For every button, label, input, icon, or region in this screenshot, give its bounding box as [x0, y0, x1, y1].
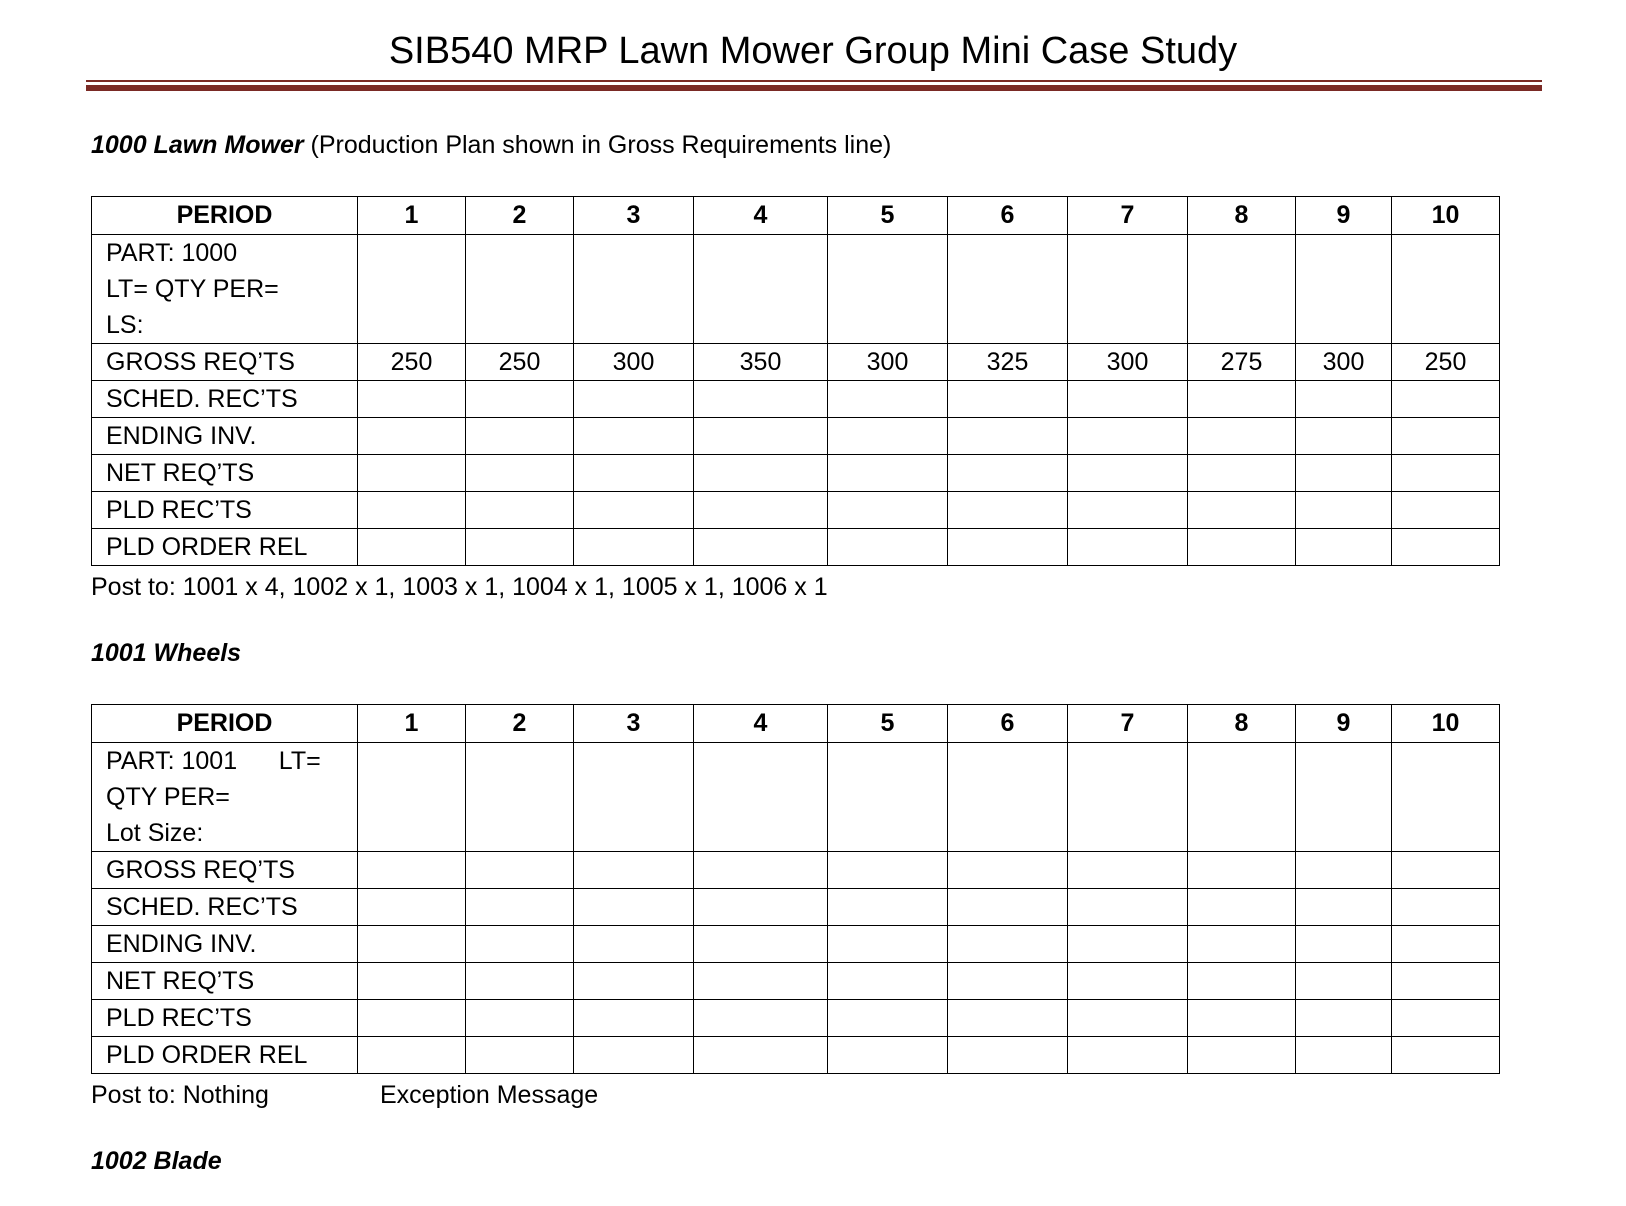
- ending-inv-row: [92, 926, 1500, 963]
- part-cell[interactable]: [948, 235, 1068, 344]
- cell[interactable]: [948, 492, 1068, 529]
- cell[interactable]: [1188, 889, 1296, 926]
- part-cell[interactable]: [694, 743, 828, 852]
- cell[interactable]: [948, 1037, 1068, 1074]
- cell[interactable]: [1188, 455, 1296, 492]
- cell[interactable]: [694, 418, 828, 455]
- period-4: 4: [694, 197, 828, 235]
- part-cell[interactable]: [1188, 743, 1296, 852]
- period-3: 3: [574, 197, 694, 235]
- cell[interactable]: [828, 926, 948, 963]
- gross-reqs-row: [92, 852, 1500, 889]
- row-label: ENDING INV.: [92, 926, 358, 963]
- cell[interactable]: [1296, 963, 1392, 1000]
- part-info-cell: [92, 235, 358, 344]
- part-cell[interactable]: [1188, 235, 1296, 344]
- cell[interactable]: [574, 1037, 694, 1074]
- cell[interactable]: [1296, 926, 1392, 963]
- cell[interactable]: [828, 418, 948, 455]
- cell[interactable]: [1392, 381, 1500, 418]
- cell[interactable]: [1392, 418, 1500, 455]
- period-9: 9: [1296, 705, 1392, 743]
- part-cell[interactable]: [1392, 743, 1500, 852]
- cell[interactable]: [1068, 418, 1188, 455]
- cell[interactable]: [828, 492, 948, 529]
- period-9: 9: [1296, 197, 1392, 235]
- cell[interactable]: [574, 963, 694, 1000]
- part-number-line: PART: 1000: [106, 239, 238, 267]
- cell[interactable]: [948, 455, 1068, 492]
- cell[interactable]: [466, 455, 574, 492]
- lot-size-line: Lot Size:: [106, 819, 204, 847]
- period-2: 2: [466, 705, 574, 743]
- part-cell[interactable]: [574, 743, 694, 852]
- period-10: 10: [1392, 197, 1500, 235]
- cell[interactable]: [1068, 1037, 1188, 1074]
- cell[interactable]: [1068, 455, 1188, 492]
- period-7: 7: [1068, 705, 1188, 743]
- cell[interactable]: [358, 381, 466, 418]
- row-label: PLD ORDER REL: [92, 529, 358, 566]
- cell[interactable]: [694, 1000, 828, 1037]
- net-reqs-row: [92, 963, 1500, 1000]
- mrp-table-1001: [91, 704, 1500, 1074]
- period-5: 5: [828, 705, 948, 743]
- pld-recs-row: [92, 492, 1500, 529]
- part-cell[interactable]: [948, 743, 1068, 852]
- cell[interactable]: [694, 1037, 828, 1074]
- period-header: PERIOD: [92, 705, 358, 743]
- cell[interactable]: [828, 381, 948, 418]
- post-to-1000: Post to: 1001 x 4, 1002 x 1, 1003 x 1, 1004 x 1, 1005 x 1, 1006 x 1: [91, 573, 828, 601]
- gross-req-cell[interactable]: 250: [1392, 344, 1500, 381]
- cell[interactable]: [828, 852, 948, 889]
- cell[interactable]: [466, 529, 574, 566]
- part-cell[interactable]: [1296, 235, 1392, 344]
- document-title: SIB540 MRP Lawn Mower Group Mini Case Study: [388, 30, 1238, 72]
- cell[interactable]: [358, 852, 466, 889]
- cell[interactable]: [1068, 1000, 1188, 1037]
- period-header-row: [92, 197, 1500, 235]
- cell[interactable]: [948, 381, 1068, 418]
- cell[interactable]: [1392, 529, 1500, 566]
- row-label: PLD ORDER REL: [92, 1037, 358, 1074]
- cell[interactable]: [1296, 852, 1392, 889]
- period-6: 6: [948, 197, 1068, 235]
- cell[interactable]: [1392, 852, 1500, 889]
- period-7: 7: [1068, 197, 1188, 235]
- row-label: NET REQ’TS: [92, 455, 358, 492]
- cell[interactable]: [466, 889, 574, 926]
- part-cell[interactable]: [466, 235, 574, 344]
- sched-recs-row: [92, 889, 1500, 926]
- cell[interactable]: [694, 529, 828, 566]
- cell[interactable]: [574, 926, 694, 963]
- cell[interactable]: [1392, 926, 1500, 963]
- cell[interactable]: [1296, 1037, 1392, 1074]
- cell[interactable]: [948, 529, 1068, 566]
- cell[interactable]: [358, 889, 466, 926]
- gross-reqs-row: [92, 344, 1500, 381]
- pld-order-rel-row: [92, 529, 1500, 566]
- part-cell[interactable]: [1296, 743, 1392, 852]
- period-8: 8: [1188, 197, 1296, 235]
- cell[interactable]: [694, 492, 828, 529]
- part-cell[interactable]: [828, 235, 948, 344]
- cell[interactable]: [358, 1000, 466, 1037]
- pld-order-rel-row: [92, 1037, 1500, 1074]
- cell[interactable]: [358, 455, 466, 492]
- row-label: NET REQ’TS: [92, 963, 358, 1000]
- cell[interactable]: [1188, 963, 1296, 1000]
- cell[interactable]: [948, 963, 1068, 1000]
- gross-req-cell[interactable]: 250: [358, 344, 466, 381]
- cell[interactable]: [1188, 529, 1296, 566]
- cell[interactable]: [948, 418, 1068, 455]
- post-to-1001: Post to: Nothing: [91, 1081, 269, 1109]
- cell[interactable]: [1296, 529, 1392, 566]
- cell[interactable]: [694, 963, 828, 1000]
- exception-message: Exception Message: [380, 1081, 599, 1109]
- part-info-row: [92, 743, 1500, 852]
- qty-per-line: QTY PER=: [106, 783, 230, 811]
- gross-req-cell[interactable]: 325: [948, 344, 1068, 381]
- cell[interactable]: [1188, 1037, 1296, 1074]
- cell[interactable]: [1392, 1037, 1500, 1074]
- cell[interactable]: [948, 852, 1068, 889]
- cell[interactable]: [1392, 1000, 1500, 1037]
- period-5: 5: [828, 197, 948, 235]
- row-label: SCHED. REC’TS: [92, 889, 358, 926]
- period-6: 6: [948, 705, 1068, 743]
- sched-recs-row: [92, 381, 1500, 418]
- gross-req-cell[interactable]: 300: [1296, 344, 1392, 381]
- title-rule-thick: [86, 85, 1542, 91]
- section-1000-subtitle: (Production Plan shown in Gross Requirements line): [310, 131, 892, 159]
- part-cell[interactable]: [574, 235, 694, 344]
- ending-inv-row: [92, 418, 1500, 455]
- cell[interactable]: [694, 889, 828, 926]
- cell[interactable]: [466, 1037, 574, 1074]
- part-info-cell: [92, 743, 358, 852]
- period-header-row: [92, 705, 1500, 743]
- cell[interactable]: [358, 963, 466, 1000]
- cell[interactable]: [1296, 455, 1392, 492]
- period-4: 4: [694, 705, 828, 743]
- cell[interactable]: [1188, 418, 1296, 455]
- cell[interactable]: [1296, 492, 1392, 529]
- cell[interactable]: [1296, 889, 1392, 926]
- cell[interactable]: [694, 381, 828, 418]
- period-1: 1: [358, 197, 466, 235]
- cell[interactable]: [828, 1037, 948, 1074]
- cell[interactable]: [1068, 381, 1188, 418]
- part-info-row: [92, 235, 1500, 344]
- part-cell[interactable]: [1068, 235, 1188, 344]
- cell[interactable]: [1392, 492, 1500, 529]
- cell[interactable]: [1188, 381, 1296, 418]
- cell[interactable]: [466, 1000, 574, 1037]
- cell[interactable]: [574, 492, 694, 529]
- row-label: PLD REC’TS: [92, 1000, 358, 1037]
- part-number-line: PART: 1001 LT=: [106, 747, 321, 775]
- cell[interactable]: [1296, 418, 1392, 455]
- cell[interactable]: [1068, 492, 1188, 529]
- cell[interactable]: [828, 455, 948, 492]
- cell[interactable]: [1296, 381, 1392, 418]
- cell[interactable]: [828, 1000, 948, 1037]
- cell[interactable]: [466, 926, 574, 963]
- cell[interactable]: [828, 963, 948, 1000]
- pld-recs-row: [92, 1000, 1500, 1037]
- title-rule-thin: [86, 80, 1542, 82]
- period-3: 3: [574, 705, 694, 743]
- cell[interactable]: [574, 455, 694, 492]
- cell[interactable]: [358, 926, 466, 963]
- part-cell[interactable]: [466, 743, 574, 852]
- cell[interactable]: [1392, 889, 1500, 926]
- cell[interactable]: [574, 529, 694, 566]
- cell[interactable]: [948, 889, 1068, 926]
- period-1: 1: [358, 705, 466, 743]
- cell[interactable]: [574, 1000, 694, 1037]
- cell[interactable]: [1188, 926, 1296, 963]
- cell[interactable]: [1068, 852, 1188, 889]
- period-10: 10: [1392, 705, 1500, 743]
- cell[interactable]: [1188, 1000, 1296, 1037]
- gross-req-cell[interactable]: 275: [1188, 344, 1296, 381]
- cell[interactable]: [358, 529, 466, 566]
- section-1001-heading: [91, 638, 241, 668]
- gross-req-cell[interactable]: 300: [828, 344, 948, 381]
- section-1002-heading: [91, 1146, 222, 1176]
- cell[interactable]: [948, 1000, 1068, 1037]
- cell[interactable]: [466, 418, 574, 455]
- cell[interactable]: [358, 1037, 466, 1074]
- row-label: SCHED. REC’TS: [92, 381, 358, 418]
- gross-req-cell[interactable]: 300: [1068, 344, 1188, 381]
- gross-req-cell[interactable]: 250: [466, 344, 574, 381]
- cell[interactable]: [694, 926, 828, 963]
- row-label: PLD REC’TS: [92, 492, 358, 529]
- cell[interactable]: [1392, 455, 1500, 492]
- part-cell[interactable]: [1068, 743, 1188, 852]
- net-reqs-row: [92, 455, 1500, 492]
- cell[interactable]: [694, 455, 828, 492]
- cell[interactable]: [1068, 963, 1188, 1000]
- cell[interactable]: [466, 852, 574, 889]
- section-1002-title: 1002 Blade: [91, 1147, 222, 1175]
- section-1000-title: 1000 Lawn Mower: [91, 131, 304, 159]
- cell[interactable]: [948, 926, 1068, 963]
- cell[interactable]: [466, 963, 574, 1000]
- cell[interactable]: [828, 529, 948, 566]
- cell[interactable]: [1068, 889, 1188, 926]
- lead-time-qty-line: LT= QTY PER=: [106, 275, 279, 303]
- row-label: ENDING INV.: [92, 418, 358, 455]
- part-cell[interactable]: [358, 743, 466, 852]
- part-cell[interactable]: [828, 743, 948, 852]
- cell[interactable]: [466, 381, 574, 418]
- section-1000-heading: [91, 130, 891, 160]
- cell[interactable]: [1392, 963, 1500, 1000]
- cell[interactable]: [574, 852, 694, 889]
- cell[interactable]: [694, 852, 828, 889]
- gross-req-cell[interactable]: 300: [574, 344, 694, 381]
- section-1001-title: 1001 Wheels: [91, 639, 242, 667]
- cell[interactable]: [466, 492, 574, 529]
- cell[interactable]: [1068, 529, 1188, 566]
- cell[interactable]: [1296, 1000, 1392, 1037]
- cell[interactable]: [1188, 492, 1296, 529]
- period-header: PERIOD: [92, 197, 358, 235]
- cell[interactable]: [828, 889, 948, 926]
- cell[interactable]: [1188, 852, 1296, 889]
- cell[interactable]: [574, 889, 694, 926]
- cell[interactable]: [1068, 926, 1188, 963]
- cell[interactable]: [574, 418, 694, 455]
- row-label: GROSS REQ’TS: [92, 852, 358, 889]
- gross-req-cell[interactable]: 350: [694, 344, 828, 381]
- part-cell[interactable]: [358, 235, 466, 344]
- cell[interactable]: [358, 418, 466, 455]
- part-cell[interactable]: [694, 235, 828, 344]
- lot-size-line: LS:: [106, 311, 144, 339]
- part-cell[interactable]: [1392, 235, 1500, 344]
- cell[interactable]: [574, 381, 694, 418]
- period-2: 2: [466, 197, 574, 235]
- mrp-table-1000: [91, 196, 1500, 566]
- row-label: GROSS REQ’TS: [92, 344, 358, 381]
- period-8: 8: [1188, 705, 1296, 743]
- cell[interactable]: [358, 492, 466, 529]
